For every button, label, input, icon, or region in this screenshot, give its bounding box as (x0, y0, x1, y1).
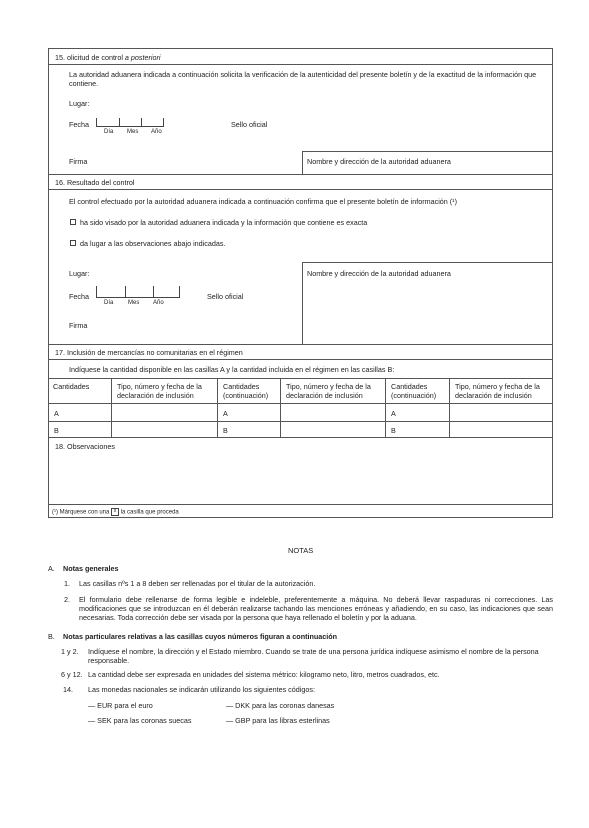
s16-mes-label: Mes (128, 300, 140, 306)
section-17-text: Indíquese la cantidad disponible en las casillas A y la cantidad incluida en el régimen en las casillas B: (69, 365, 395, 374)
section-16-text: El control efectuado por la autoridad aduanera indicada a continuación confirma que el presente boletín de información (¹) (69, 197, 457, 206)
table-header: Cantidades (53, 382, 90, 391)
section-15-title: 15. olicitud de control a posteriori (55, 53, 161, 62)
divider (111, 378, 112, 437)
divider (49, 437, 552, 438)
s15-lugar-label: Lugar: (69, 99, 90, 108)
footnote: (¹) Márquese con una x la casilla que proceda (52, 508, 179, 516)
s15-mes-label: Mes (127, 129, 139, 135)
row-a-label: A (391, 409, 396, 418)
date-separator (153, 286, 154, 298)
s16-sello-label: Sello oficial (207, 292, 244, 301)
s15-dia-label: Día (104, 129, 114, 135)
currency-gbp: — GBP para las libras esterlinas (226, 716, 330, 725)
option-visado-label: ha sido visado por la autoridad aduanera indicada y la información que contiene es exacta (80, 218, 368, 227)
divider (49, 504, 552, 505)
note-number: 1. (64, 579, 70, 588)
option-observaciones-checkbox[interactable] (70, 240, 76, 246)
s16-nombre-label: Nombre y dirección de la autoridad aduanera (307, 269, 451, 278)
note-number: 14. (63, 685, 73, 694)
notes-b-title: Notas particulares relativas a las casillas cuyos números figuran a continuación (63, 632, 338, 641)
divider (385, 378, 386, 437)
table-header: Cantidades (continuación) (223, 382, 269, 400)
date-separator (119, 118, 120, 127)
s16-dia-label: Día (104, 300, 114, 306)
s15-sello-label: Sello oficial (231, 120, 268, 129)
notes-a-label: A. (48, 564, 55, 573)
note-a2: El formulario debe rellenarse de forma legible e indeleble, preferentemente a máquina. No deberá llevar raspaduras ni correcciones. Las modificaciones que se introduzcan en él deberán realizarse tachando las menciones erróneas y añadiendo, en su caso, las indicaciones que sean necesarias. Toda corrección debe ser visada por la persona que haya rellenado el boletín y por la aduana. (79, 595, 553, 622)
section-17-title: 17. Inclusión de mercancías no comunitarias en el régimen (55, 348, 243, 357)
control-form (48, 48, 553, 518)
row-a-label: A (223, 409, 228, 418)
notes-heading: NOTAS (288, 546, 314, 555)
divider (302, 262, 303, 344)
notes-b-label: B. (48, 632, 55, 641)
note-number: 6 y 12. (61, 670, 83, 679)
option-observaciones-label: da lugar a las observaciones abajo indicadas. (80, 239, 226, 248)
divider (302, 151, 303, 174)
divider (49, 359, 552, 360)
divider (49, 403, 552, 404)
row-a-label: A (54, 409, 59, 418)
note-number: 1 y 2. (61, 647, 79, 656)
date-separator (141, 118, 142, 127)
s16-lugar-label: Lugar: (69, 269, 90, 278)
divider (49, 378, 552, 379)
table-header: Tipo, número y fecha de la declaración de inclusión (286, 382, 371, 400)
table-header: Tipo, número y fecha de la declaración de inclusión (117, 382, 202, 400)
s15-nombre-label: Nombre y dirección de la autoridad aduanera (307, 157, 451, 166)
currency-sek: — SEK para las coronas suecas (88, 716, 192, 725)
divider (280, 378, 281, 437)
divider (49, 174, 552, 175)
s16-fecha-label: Fecha (69, 292, 89, 301)
currency-eur: — EUR para el euro (88, 701, 153, 710)
section-16-title: 16. Resultado del control (55, 178, 135, 187)
notes-a-title: Notas generales (63, 564, 119, 573)
divider (217, 378, 218, 437)
note-b2: La cantidad debe ser expresada en unidades del sistema métrico: kilogramo neto, litro, metros cuadrados, etc. (88, 670, 440, 679)
note-b3: Las monedas nacionales se indicarán utilizando los siguientes códigos: (88, 685, 315, 694)
table-header: Tipo, número y fecha de la declaración de inclusión (455, 382, 540, 400)
divider (49, 421, 552, 422)
s15-anio-label: Año (151, 129, 162, 135)
row-b-label: B (54, 426, 59, 435)
divider (49, 344, 552, 345)
row-b-label: B (391, 426, 396, 435)
s16-anio-label: Año (153, 300, 164, 306)
divider (449, 378, 450, 437)
divider (49, 64, 552, 65)
divider (49, 189, 552, 190)
section-15-text: La autoridad aduanera indicada a continuación solicita la verificación de la autenticidad del presente boletín y de la exactitud de la información que contiene. (69, 70, 537, 88)
note-a1: Las casillas nºs 1 a 8 deben ser rellenadas por el titular de la autorización. (79, 579, 316, 588)
footnote-checkbox-icon: x (111, 508, 119, 516)
s16-date-field[interactable] (96, 286, 180, 298)
note-number: 2. (64, 595, 70, 604)
s15-date-field[interactable] (96, 118, 164, 127)
s15-firma-label: Firma (69, 157, 88, 166)
divider (302, 262, 552, 263)
s15-fecha-label: Fecha (69, 120, 89, 129)
s16-firma-label: Firma (69, 321, 88, 330)
row-b-label: B (223, 426, 228, 435)
note-b1: Indíquese el nombre, la dirección y el Estado miembro. Cuando se trate de una persona jurídica indíquese asimismo el nombre de la persona responsable. (88, 647, 539, 665)
divider (302, 151, 552, 152)
section-18-title: 18. Observaciones (55, 442, 115, 451)
option-visado-checkbox[interactable] (70, 219, 76, 225)
table-header: Cantidades (continuación) (391, 382, 437, 400)
date-separator (125, 286, 126, 298)
currency-dkk: — DKK para las coronas danesas (226, 701, 335, 710)
